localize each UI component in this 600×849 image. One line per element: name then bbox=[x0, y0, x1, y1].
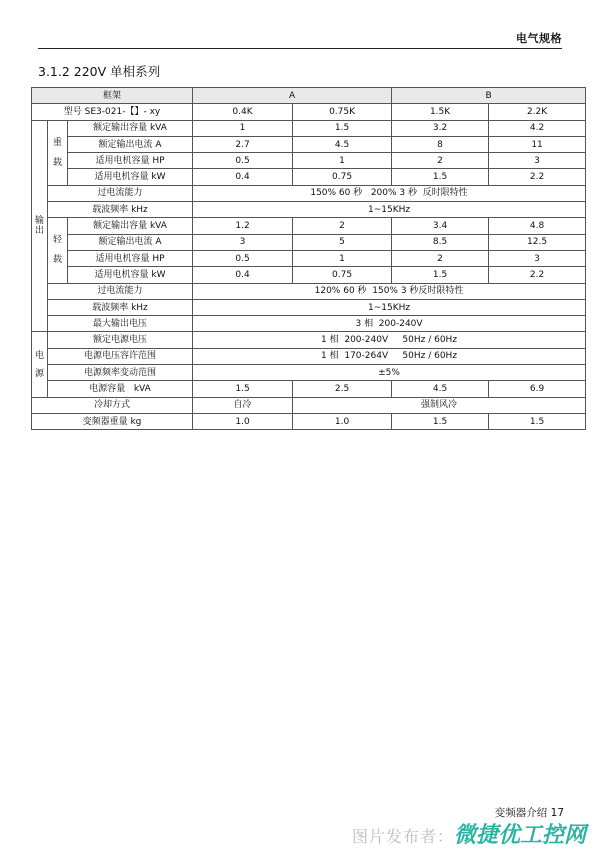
model-label: 型号 SE3-021-【】- xy bbox=[32, 104, 193, 120]
heavy-group-text: 重载 bbox=[52, 137, 62, 168]
table-row-supply-voltage bbox=[32, 332, 586, 348]
value-cell: 4.5 bbox=[392, 381, 489, 397]
value-cell: 0.5 bbox=[193, 153, 293, 169]
frame-a: A bbox=[193, 88, 392, 104]
row-label: 适用电机容量 HP bbox=[68, 153, 193, 169]
table-row-max-voltage bbox=[32, 316, 586, 332]
light-group-label bbox=[48, 218, 68, 283]
value-cell: 2 bbox=[392, 153, 489, 169]
model-cell: 2.2K bbox=[489, 104, 586, 120]
table-row-light-hp bbox=[32, 250, 586, 266]
value-cell: 0.5 bbox=[193, 250, 293, 266]
value-cell: 3 bbox=[489, 153, 586, 169]
spec-table bbox=[31, 87, 586, 430]
value-cell: 4.5 bbox=[293, 136, 392, 152]
value-cell: 强制风冷 bbox=[293, 397, 586, 413]
row-label: 载波频率 kHz bbox=[48, 299, 193, 315]
value-cell: 3 相 200-240V bbox=[193, 316, 586, 332]
row-label: 额定输出电流 A bbox=[68, 136, 193, 152]
value-cell: 2.2 bbox=[489, 267, 586, 283]
value-cell: 2 bbox=[392, 250, 489, 266]
value-cell: 1 bbox=[293, 153, 392, 169]
row-label: 电源频率变动范围 bbox=[48, 365, 193, 381]
value-cell: 12.5 bbox=[489, 234, 586, 250]
value-cell: 120% 60 秒 150% 3 秒反时限特性 bbox=[193, 283, 586, 299]
row-label: 过电流能力 bbox=[48, 283, 193, 299]
table-row-heavy-kw bbox=[32, 169, 586, 185]
value-cell: 2 bbox=[293, 218, 392, 234]
row-label: 额定输出电流 A bbox=[68, 234, 193, 250]
value-cell: 3 bbox=[489, 250, 586, 266]
value-cell: 2.2 bbox=[489, 169, 586, 185]
value-cell: 1.2 bbox=[193, 218, 293, 234]
watermark bbox=[352, 818, 586, 849]
table-row-light-overcurrent bbox=[32, 283, 586, 299]
value-cell: 8 bbox=[392, 136, 489, 152]
value-cell: 1~15KHz bbox=[193, 299, 586, 315]
value-cell: 1 相 170-264V 50Hz / 60Hz bbox=[193, 348, 586, 364]
table-row-voltage-range bbox=[32, 348, 586, 364]
table-row-light-capacity bbox=[32, 218, 586, 234]
header-title: 电气规格 bbox=[516, 32, 562, 45]
value-cell: 1.5 bbox=[392, 169, 489, 185]
frame-label: 框架 bbox=[32, 88, 193, 104]
value-cell: 0.75 bbox=[293, 267, 392, 283]
table-row-cooling bbox=[32, 397, 586, 413]
watermark-prefix: 图片发布者： bbox=[351, 827, 454, 846]
header-divider bbox=[38, 48, 562, 49]
table-row-power-capacity bbox=[32, 381, 586, 397]
output-group-label bbox=[32, 120, 48, 332]
value-cell: 1 相 200-240V 50Hz / 60Hz bbox=[193, 332, 586, 348]
row-label: 过电流能力 bbox=[48, 185, 193, 201]
model-cell: 0.4K bbox=[193, 104, 293, 120]
value-cell: 2.5 bbox=[293, 381, 392, 397]
table-row-heavy-capacity bbox=[32, 120, 586, 136]
light-group-text: 轻载 bbox=[52, 235, 62, 266]
value-cell: 0.4 bbox=[193, 267, 293, 283]
output-group-text: 输出 bbox=[34, 216, 44, 237]
table-row-frame bbox=[32, 88, 586, 104]
row-label: 载波频率 kHz bbox=[48, 202, 193, 218]
row-label: 额定输出容量 kVA bbox=[68, 120, 193, 136]
table-row-heavy-carrier bbox=[32, 202, 586, 218]
table-row-weight bbox=[32, 413, 586, 429]
value-cell: 1.5 bbox=[293, 120, 392, 136]
frame-b: B bbox=[392, 88, 586, 104]
table-row-freq-range bbox=[32, 365, 586, 381]
table-row-light-carrier bbox=[32, 299, 586, 315]
table-row-heavy-hp bbox=[32, 153, 586, 169]
section-heading: 3.1.2 220V 单相系列 bbox=[38, 64, 161, 79]
table-row-heavy-overcurrent bbox=[32, 185, 586, 201]
value-cell: 1.5 bbox=[392, 267, 489, 283]
value-cell: 1~15KHz bbox=[193, 202, 586, 218]
value-cell: 0.4 bbox=[193, 169, 293, 185]
row-label: 电源电压容许范围 bbox=[48, 348, 193, 364]
row-label: 额定电源电压 bbox=[48, 332, 193, 348]
value-cell: 1.0 bbox=[193, 413, 293, 429]
table-row-heavy-current bbox=[32, 136, 586, 152]
row-label: 额定输出容量 kVA bbox=[68, 218, 193, 234]
value-cell: 1.5 bbox=[392, 413, 489, 429]
row-label: 适用电机容量 kW bbox=[68, 169, 193, 185]
row-label: 变频器重量 kg bbox=[32, 413, 193, 429]
table-row-model bbox=[32, 104, 586, 120]
value-cell: 1.0 bbox=[293, 413, 392, 429]
footer-page-label: 变频器介绍 17 bbox=[494, 807, 564, 819]
model-cell: 1.5K bbox=[392, 104, 489, 120]
value-cell: 1.5 bbox=[193, 381, 293, 397]
value-cell: 4.2 bbox=[489, 120, 586, 136]
value-cell: 1 bbox=[193, 120, 293, 136]
value-cell: 0.75 bbox=[293, 169, 392, 185]
value-cell: 3.2 bbox=[392, 120, 489, 136]
table-row-light-current bbox=[32, 234, 586, 250]
value-cell: 3.4 bbox=[392, 218, 489, 234]
value-cell: 8.5 bbox=[392, 234, 489, 250]
row-label: 适用电机容量 HP bbox=[68, 250, 193, 266]
power-group-text: 电源 bbox=[34, 350, 44, 379]
value-cell: 1 bbox=[293, 250, 392, 266]
value-cell: 5 bbox=[293, 234, 392, 250]
watermark-brand: 微捷优工控网 bbox=[453, 823, 586, 848]
row-label: 电源容量 kVA bbox=[48, 381, 193, 397]
table-row-light-kw bbox=[32, 267, 586, 283]
row-label: 冷却方式 bbox=[32, 397, 193, 413]
heavy-group-label bbox=[48, 120, 68, 185]
value-cell: 6.9 bbox=[489, 381, 586, 397]
value-cell: 4.8 bbox=[489, 218, 586, 234]
value-cell: 自冷 bbox=[193, 397, 293, 413]
value-cell: 1.5 bbox=[489, 413, 586, 429]
value-cell: 3 bbox=[193, 234, 293, 250]
value-cell: ±5% bbox=[193, 365, 586, 381]
value-cell: 11 bbox=[489, 136, 586, 152]
row-label: 适用电机容量 kW bbox=[68, 267, 193, 283]
model-cell: 0.75K bbox=[293, 104, 392, 120]
value-cell: 2.7 bbox=[193, 136, 293, 152]
value-cell: 150% 60 秒 200% 3 秒 反时限特性 bbox=[193, 185, 586, 201]
row-label: 最大输出电压 bbox=[48, 316, 193, 332]
power-group-label bbox=[32, 332, 48, 397]
